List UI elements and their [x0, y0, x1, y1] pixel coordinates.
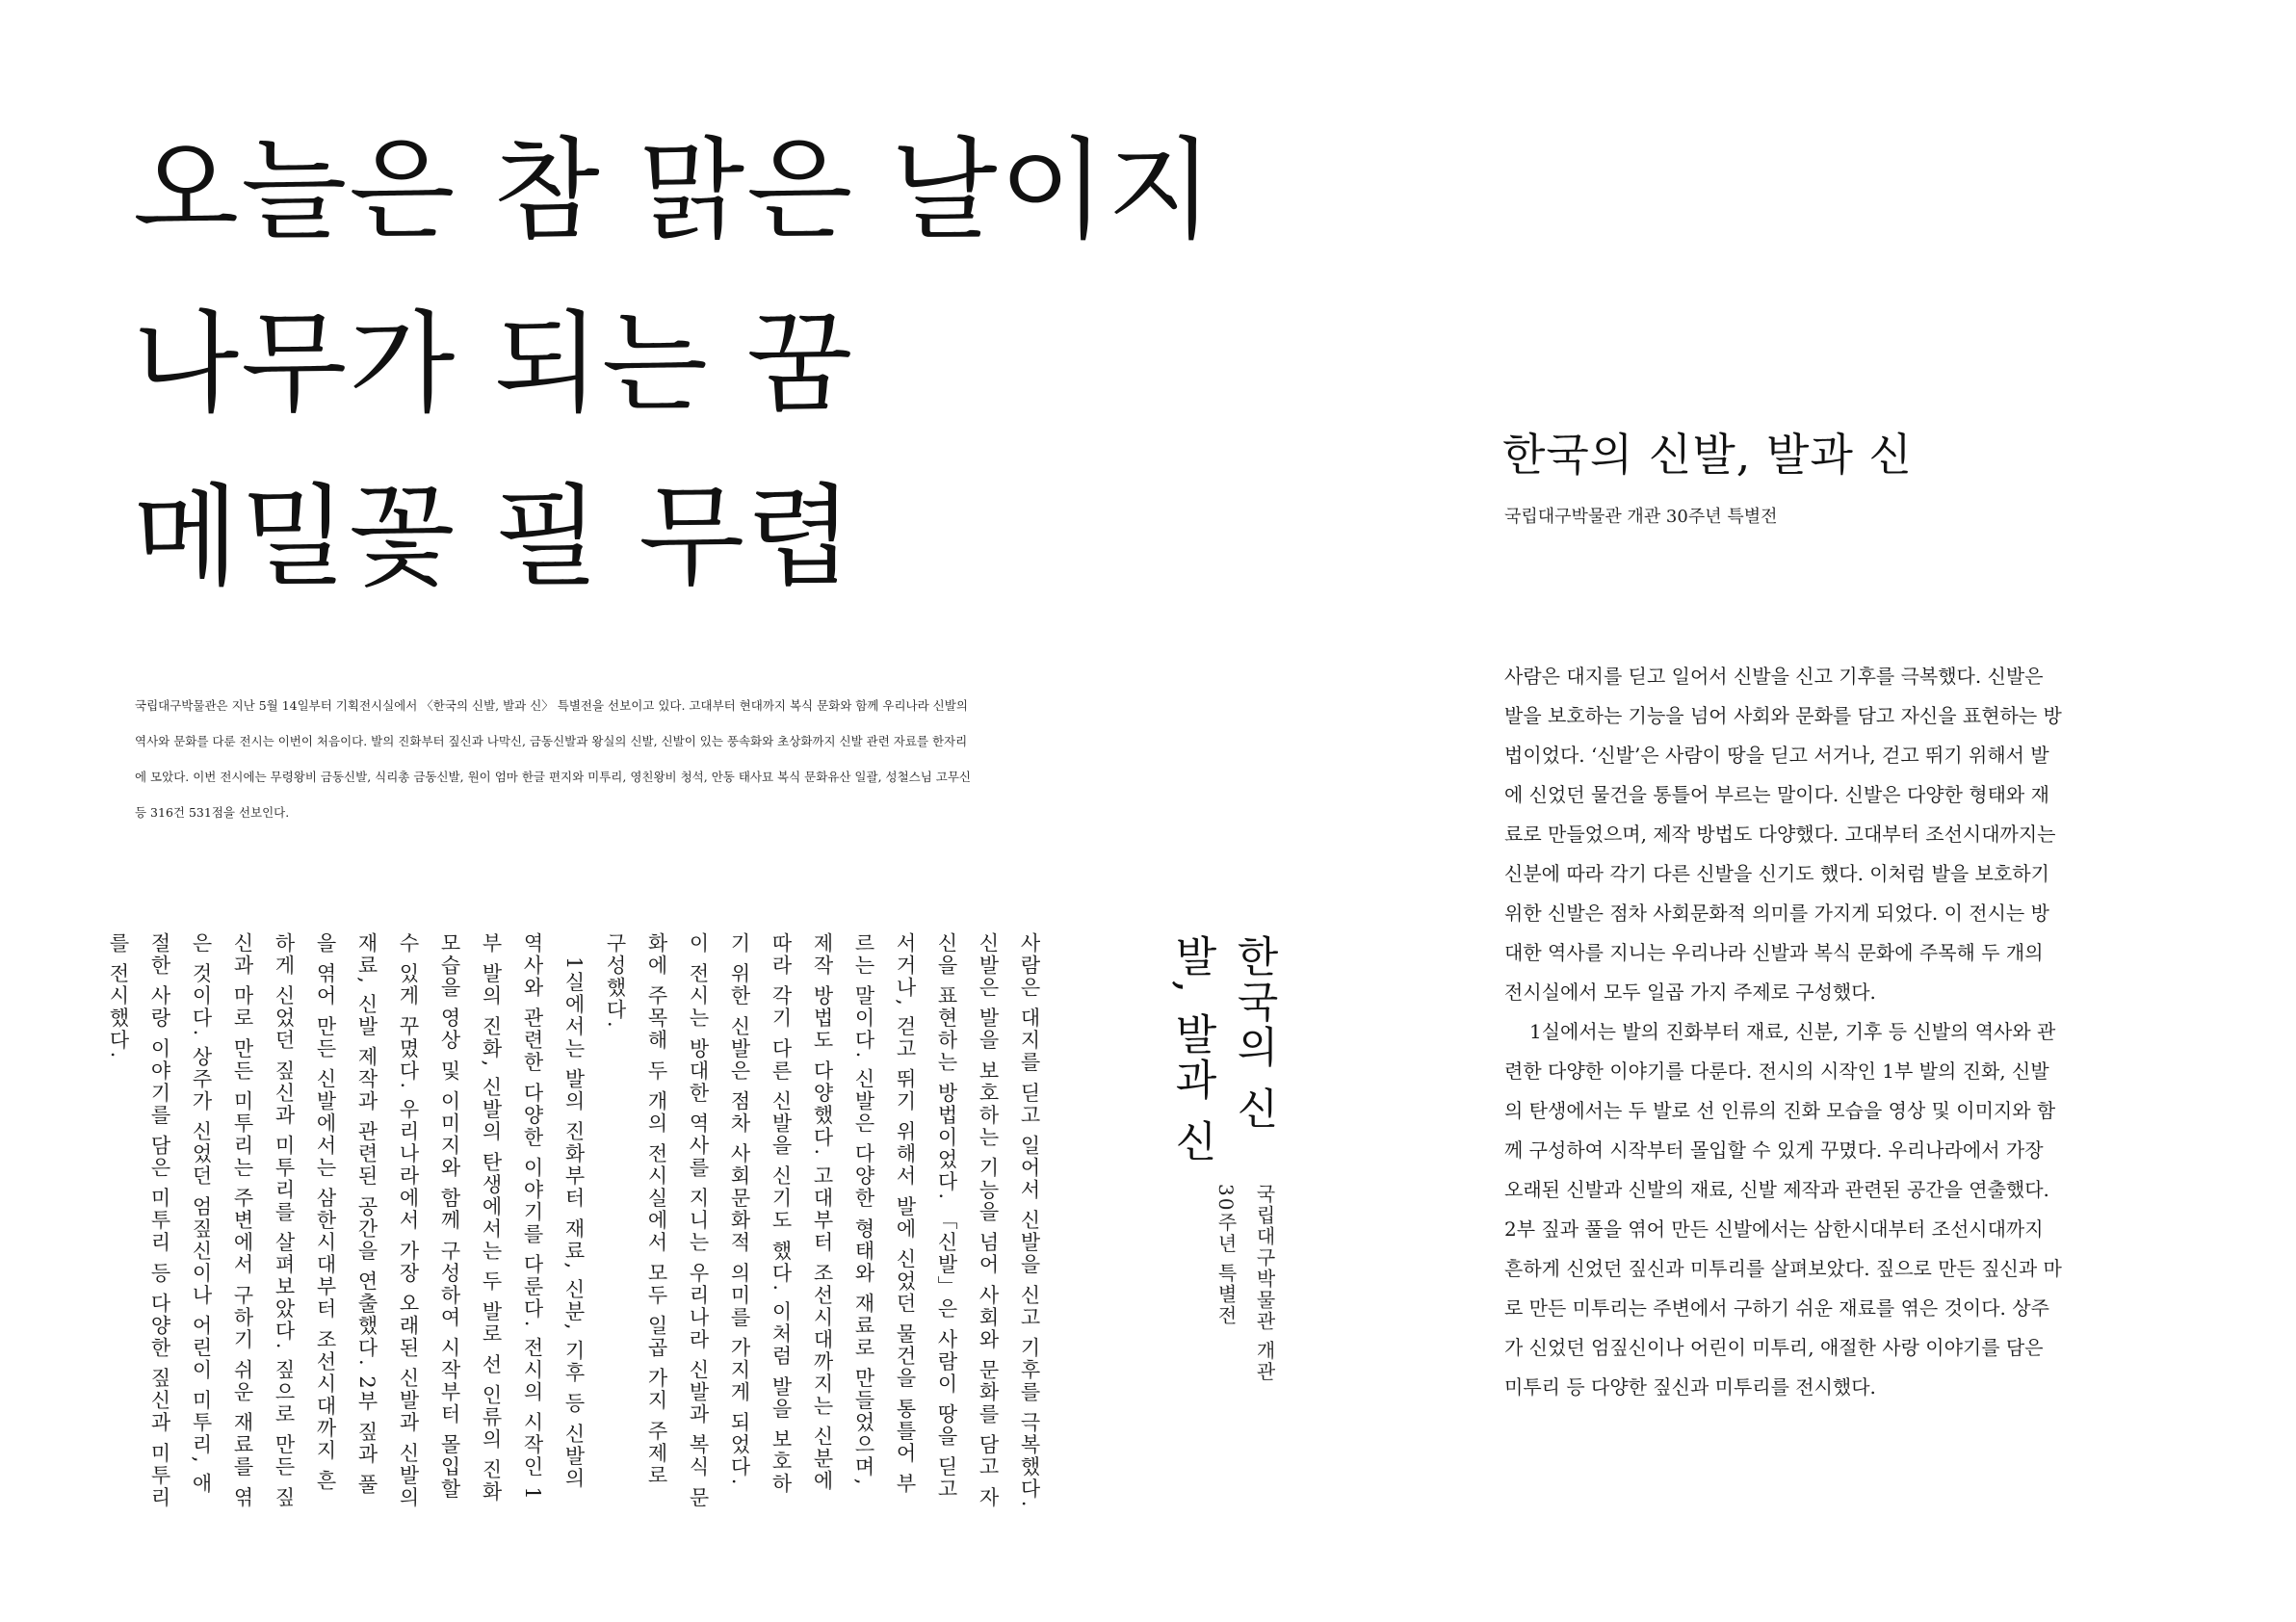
- vertical-title: 한국의 신발, 발과 신: [1167, 934, 1278, 1164]
- right-paragraph-2: 1실에서는 발의 진화부터 재료, 신분, 기후 등 신발의 역사와 관련한 다양한 이야기를 다룬다. 전시의 시작인 1부 발의 진화, 신발의 탄생에서는 두 발로 선 인류의 진화 모습을 영상 및 이미지와 함께 구성하여 시작부터 몰입할 수 있게 꾸몄다. 우리나라에서 가장 오래된 신발과 신발의 재료, 신발 제작과 관련된 공간을 연출했다. 2부 짚과 풀을 엮어 만든 신발에서는 삼한시대부터 조선시대까지 흔하게 신었던 짚신과 미투리를 살펴보았다. 짚으로 만든 짚신과 마로 만든 미투리는 주변에서 구하기 쉬운 재료를 엮은 것이다. 상주가 신었던 엄짚신이나 어린이 미투리, 애절한 사랑 이야기를 담은 미투리 등 다양한 짚신과 미투리를 전시했다.: [1504, 1020, 2062, 1399]
- vertical-subtitle: 국립대구박물관 개관 30주년 특별전: [1214, 1183, 1276, 1383]
- right-paragraph-1: 사람은 대지를 딛고 일어서 신발을 신고 기후를 극복했다. 신발은 발을 보호하는 기능을 넘어 사회와 문화를 담고 자신을 표현하는 방법이었다. ‘신발’은 사람이 땅을 딛고 서거나, 걷고 뛰기 위해서 발에 신었던 물건을 통틀어 부르는 말이다. 신발은 다양한 형태와 재료로 만들었으며, 제작 방법도 다양했다. 고대부터 조선시대까지는 신분에 따라 각기 다른 신발을 신기도 했다. 이처럼 발을 보호하기 위한 신발은 점차 사회문화적 의미를 가지게 되었다. 이 전시는 방대한 역사를 지니는 우리나라 신발과 복식 문화에 주목해 두 개의 전시실에서 모두 일곱 가지 주제로 구성했다.: [1504, 665, 2062, 1004]
- right-article-subtitle: 국립대구박물관 개관 30주년 특별전: [1504, 507, 1778, 527]
- vertical-paragraph-2: 1실에서는 발의 진화부터 재료, 신분, 기후 등 신발의 역사와 관련한 다양한 이야기를 다룬다. 전시의 시작인 1부 발의 진화, 신발의 탄생에서는 두 발로 선 인류의 진화 모습을 영상 및 이미지와 함께 구성하여 시작부터 몰입할 수 있게 꾸몄다. 우리나라에서 가장 오래된 신발과 신발의 재료, 신발 제작과 관련된 공간을 연출했다. 2부 짚과 풀을 엮어 만든 신발에서는 삼한시대부터 조선시대까지 흔하게 신었던 짚신과 미투리를 살펴보았다. 짚으로 만든 짚신과 마로 만든 미투리는 주변에서 구하기 쉬운 재료를 엮은 것이다. 상주가 신었던 엄짚신이나 어린이 미투리, 애절한 사랑 이야기를 담은 미투리 등 다양한 짚신과 미투리를 전시했다.: [107, 932, 586, 1509]
- vertical-title-block: [1161, 934, 1284, 1387]
- display-line-3: 메밀꽃 필 무렵: [133, 473, 855, 601]
- vertical-article-body: [107, 932, 1050, 1510]
- right-article-body: [1504, 657, 2063, 1407]
- right-article-title: 한국의 신발, 발과 신: [1502, 429, 1913, 481]
- intro-paragraph: 국립대구박물관은 지난 5월 14일부터 기획전시실에서 〈한국의 신발, 발과 신〉 특별전을 선보이고 있다. 고대부터 현대까지 복식 문화와 함께 우리나라 신발의 역사와 문화를 다룬 전시는 이번이 처음이다. 발의 진화부터 짚신과 나막신, 금동신발과 왕실의 신발, 신발이 있는 풍속화와 초상화까지 신발 관련 자료를 한자리에 모았다. 이번 전시에는 무령왕비 금동신발, 식리총 금동신발, 원이 엄마 한글 편지와 미투리, 영친왕비 청석, 안동 태사묘 복식 문화유산 일괄, 성철스님 고무신 등 316건 531점을 선보인다.: [135, 698, 972, 820]
- vertical-paragraph-1: 사람은 대지를 딛고 일어서 신발을 신고 기후를 극복했다. 신발은 발을 보호하는 기능을 넘어 사회와 문화를 담고 자신을 표현하는 방법이었다. 「신발」은 사람이 땅을 딛고 서거나, 걷고 뛰기 위해서 발에 신었던 물건을 통틀어 부르는 말이다. 신발은 다양한 형태와 재료로 만들었으며, 제작 방법도 다양했다. 고대부터 조선시대까지는 신분에 따라 각기 다른 신발을 신기도 했다. 이처럼 발을 보호하기 위한 신발은 점차 사회문화적 의미를 가지게 되었다. 이 전시는 방대한 역사를 지니는 우리나라 신발과 복식 문화에 주목해 두 개의 전시실에서 모두 일곱 가지 주제로 구성했다.: [604, 932, 1041, 1509]
- display-line-2: 나무가 되는 꿈: [133, 300, 855, 428]
- display-line-1: 오늘은 참 맑은 날이지: [133, 126, 1215, 254]
- display-heading: [133, 104, 1215, 624]
